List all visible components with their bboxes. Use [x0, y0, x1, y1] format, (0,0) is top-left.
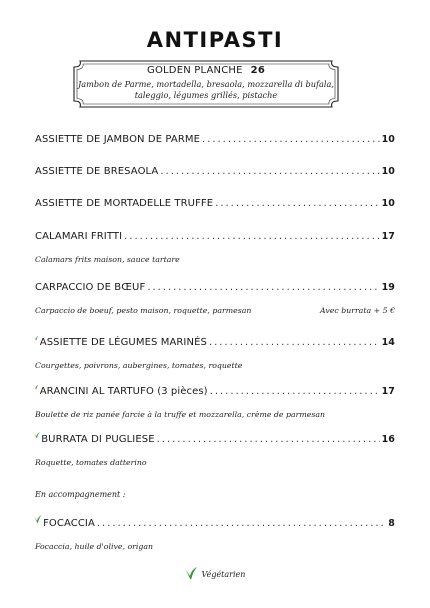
leader-dots: [202, 134, 380, 145]
menu-item-name: ASSIETTE DE MORTADELLE TRUFFE: [35, 198, 214, 209]
menu-item-mortadelle: [35, 198, 395, 209]
menu-item-carpaccio: [35, 282, 395, 315]
menu-item-extra-option: Avec burrata + 5 €: [320, 306, 395, 315]
menu-item-calamari: [35, 231, 395, 264]
vegetarian-leaf-icon: [185, 566, 198, 580]
menu-item-description: Boulette de riz panée farcie à la truffe et mozzarella, crème de parmesan: [35, 410, 326, 419]
menu-item-burrata: [35, 428, 395, 467]
menu-item-name: ASSIETTE DE BRESAOLA: [35, 166, 159, 177]
menu-item-name: CALAMARI FRITTI: [35, 231, 123, 242]
section-title: ANTIPASTI: [146, 28, 284, 52]
leader-dots: [147, 282, 379, 293]
menu-item-name: CARPACCIO DE BŒUF: [35, 282, 146, 293]
vegetarian-leaf-icon: [34, 512, 42, 526]
menu-item-description: Focaccia, huile d'olive, origan: [35, 542, 154, 551]
menu-item-price: 17: [381, 231, 395, 242]
vegetarian-leaf-icon: [34, 380, 39, 394]
vegetarian-leaf-icon: [34, 331, 39, 345]
menu-item-price: 8: [388, 518, 395, 529]
golden-planche-desc-line2: taleggio, légumes grillés, pistache: [134, 90, 278, 100]
vegetarian-legend: [0, 566, 430, 580]
leader-dots: [215, 198, 379, 209]
golden-planche-frame: [72, 59, 340, 109]
menu-item-name: ARANCINI AL TARTUFO (3 pièces): [39, 386, 208, 397]
menu-item-price: 10: [381, 198, 395, 209]
leader-dots: [209, 337, 380, 348]
menu-item-description: Courgettes, poivrons, aubergines, tomates, roquette: [35, 361, 243, 370]
menu-item-price: 10: [381, 166, 395, 177]
menu-item-price: 17: [381, 386, 395, 397]
menu-item-price: 19: [381, 282, 395, 293]
golden-planche-name: GOLDEN PLANCHE: [147, 65, 243, 76]
golden-planche-price: 26: [250, 65, 265, 76]
vegetarian-legend-label: Végétarien: [201, 570, 246, 579]
menu-item-description: Carpaccio de boeuf, pesto maison, roquette, parmesan: [35, 306, 252, 315]
leader-dots: [157, 434, 380, 445]
menu-item-description: Roquette, tomates datterino: [35, 458, 147, 467]
menu-item-description: Calamars frits maison, sauce tartare: [35, 255, 180, 264]
menu-item-price: 16: [381, 434, 395, 445]
menu-item-name: ASSIETTE DE LÉGUMES MARINÉS: [39, 337, 207, 348]
accompaniment-label: En accompagnement :: [35, 490, 126, 499]
vegetarian-leaf-icon: [34, 428, 40, 442]
leader-dots: [210, 386, 380, 397]
menu-item-bresaola: [35, 166, 395, 177]
menu-item-focaccia: [35, 512, 395, 551]
menu-item-arancini: [35, 380, 395, 419]
menu-item-price: 10: [381, 134, 395, 145]
menu-item-jambon: [35, 134, 395, 145]
menu-item-price: 14: [381, 337, 395, 348]
leader-dots: [124, 231, 379, 242]
menu-item-name: BURRATA DI PUGLIESE: [41, 434, 155, 445]
leader-dots: [160, 166, 379, 177]
leader-dots: [97, 518, 386, 529]
menu-item-name: FOCACCIA: [43, 518, 95, 529]
golden-planche-desc-line1: Jambon de Parme, mortadella, bresaola, mozzarella di bufala,: [78, 79, 334, 89]
menu-item-legumes: [35, 331, 395, 370]
menu-item-name: ASSIETTE DE JAMBON DE PARME: [35, 134, 201, 145]
